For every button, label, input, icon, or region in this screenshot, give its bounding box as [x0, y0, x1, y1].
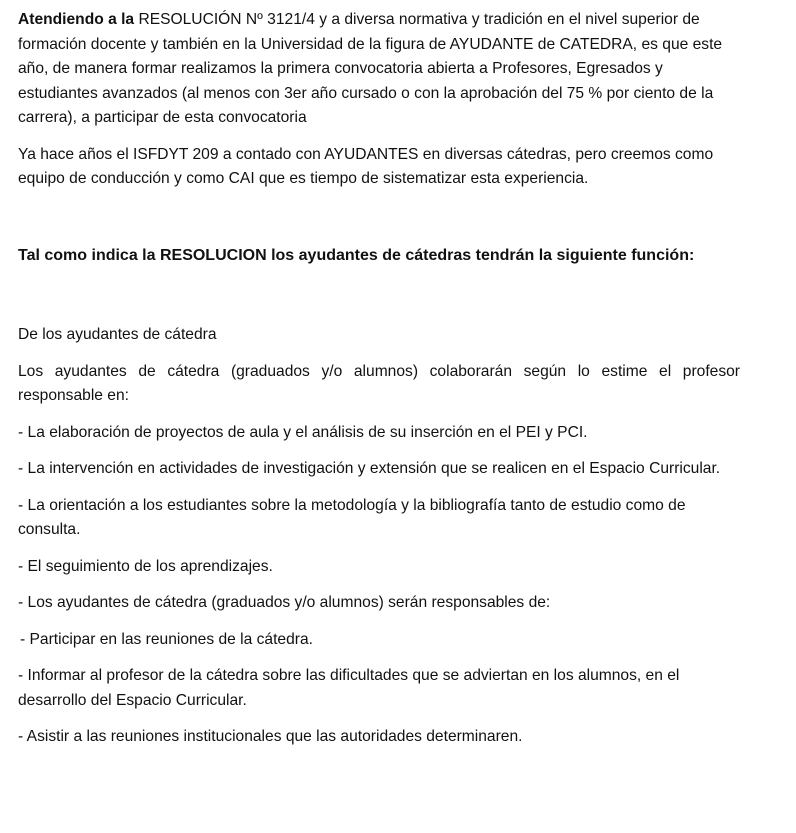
list-item-orientacion: - La orientación a los estudiantes sobre la metodología y la bibliografía tanto de estudio como de consulta.	[18, 496, 686, 538]
list-item-responsables: - Los ayudantes de cátedra (graduados y/o alumnos) serán responsables de:	[18, 594, 551, 611]
list-item-seguimiento: - El seguimiento de los aprendizajes.	[18, 557, 273, 575]
intro-paragraph	[18, 8, 740, 131]
list-item-informar: - Informar al profesor de la cátedra sobre las dificultades que se adviertan en los alumnos, en el desarrollo del Espacio Curricular.	[18, 667, 680, 709]
list-item-investigacion: - La intervención en actividades de investigación y extensión que se realicen en el Espacio Curricular.	[18, 460, 721, 477]
list-item-reuniones-catedra: - Participar en las reuniones de la cátedra.	[20, 630, 313, 648]
collaboration-intro: Los ayudantes de cátedra (graduados y/o alumnos) colaborarán según lo estime el profesor responsable en:	[18, 362, 740, 404]
intro-bold-lead: Atendiendo a la	[18, 11, 135, 28]
functions-heading: Tal como indica la RESOLUCION los ayudantes de cátedras tendrán la siguiente función:	[18, 246, 695, 264]
intro-text: RESOLUCIÓN Nº 3121/4 y a diversa normativa y tradición en el nivel superior de formación docente y también en la Universidad de la figura de AYUDANTE de CATEDRA, es que este año, de manera formar realizamos la primera convocatoria abierta a Profesores, Egresados y estudiantes avanzados (al menos con 3er año cursado o con la aprobación del 75 % por ciento de la carrera), a participar de esta convocatoria	[18, 11, 723, 126]
history-paragraph: Ya hace años el ISFDYT 209 a contado con AYUDANTES en diversas cátedras, pero creemos como equipo de conducción y como CAI que es tiempo de sistematizar esta experiencia.	[18, 145, 714, 187]
section-title: De los ayudantes de cátedra	[18, 326, 217, 343]
list-item-reuniones-institucionales: - Asistir a las reuniones institucionales que las autoridades determinaren.	[18, 728, 523, 745]
list-item-proyectos: - La elaboración de proyectos de aula y el análisis de su inserción en el PEI y PCI.	[18, 423, 588, 441]
